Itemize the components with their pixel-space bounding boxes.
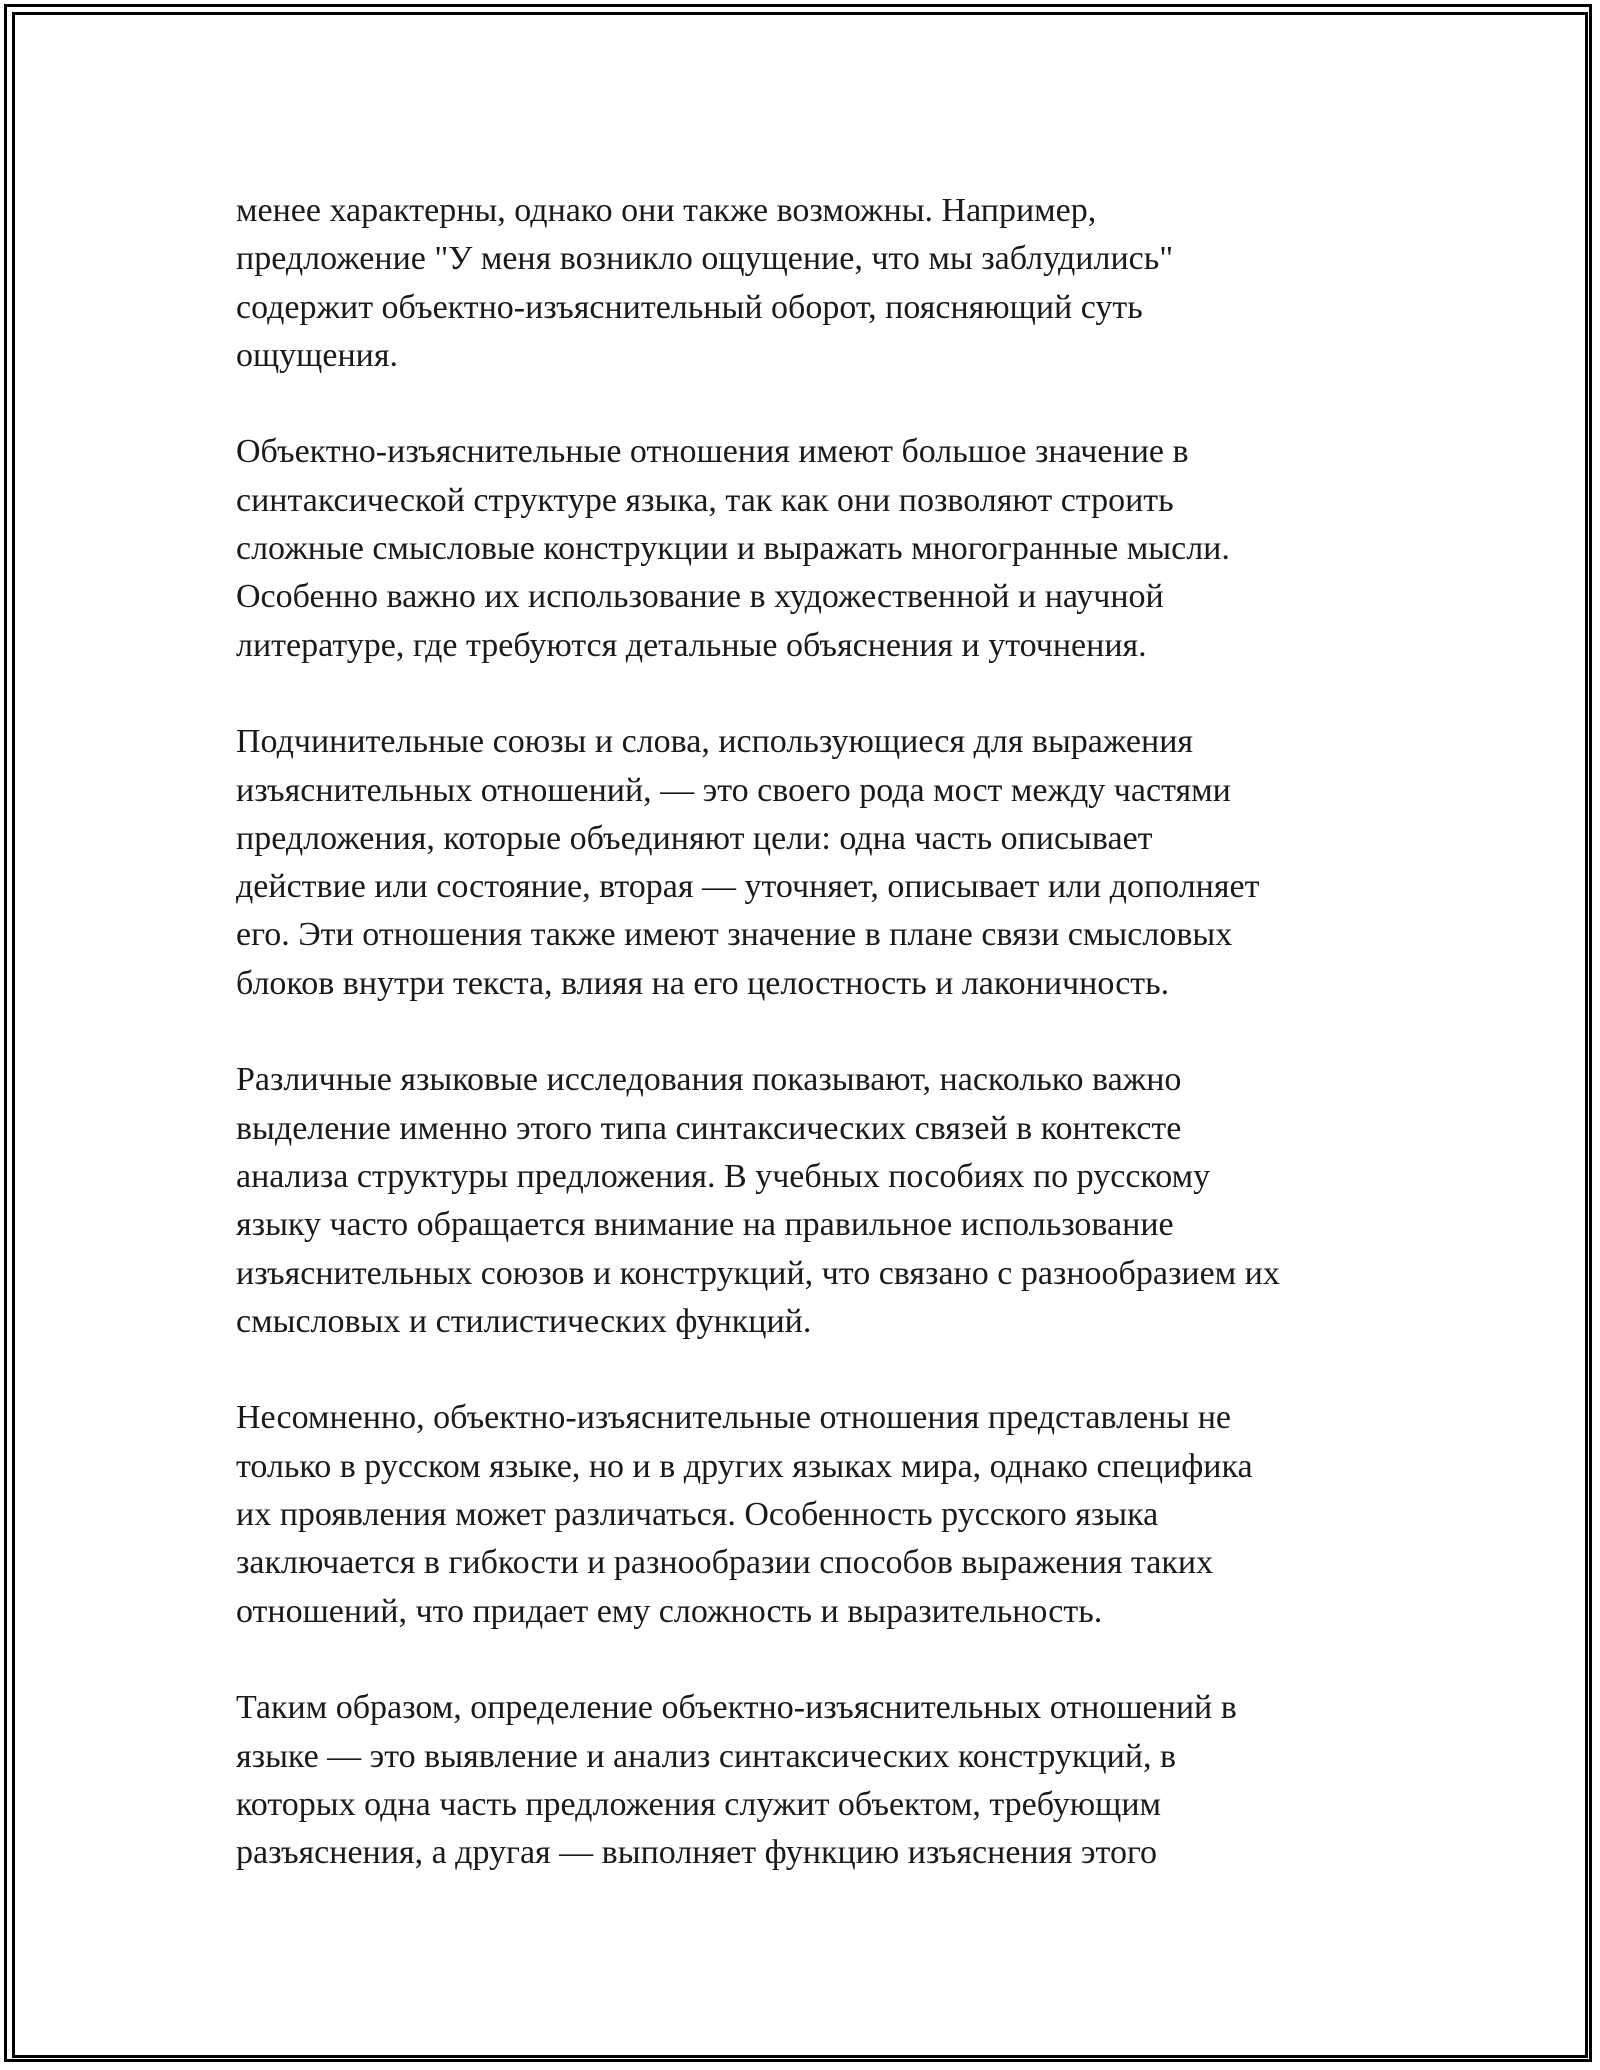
text-line: языке — это выявление и анализ синтаксических конструкций, в [236,1737,1177,1775]
text-line: заключается в гибкости и разнообразии способов выражения таких [236,1544,1214,1582]
text-line: их проявления может различаться. Особенность русского языка [236,1496,1159,1534]
text-line: выделение именно этого типа синтаксических связей в контексте [236,1109,1182,1147]
text-line: предложения, которые объединяют цели: одна часть описывает [236,819,1153,857]
text-line: блоков внутри текста, влияя на его целостность и лаконичность. [236,964,1170,1002]
text-line: действие или состояние, вторая — уточняет, описывает или дополняет [236,868,1260,906]
text-line: изъяснительных отношений, — это своего рода мост между частями [236,771,1231,809]
text-line: сложные смысловые конструкции и выражать многогранные мысли. [236,530,1230,568]
text-line: предложение "У меня возникло ощущение, что мы заблудились" [236,240,1174,278]
text-line: Особенно важно их использование в художественной и научной [236,578,1164,616]
paragraph-2 [236,428,1406,669]
text-line: ощущения. [236,336,398,374]
text-line: отношений, что придает ему сложность и выразительность. [236,1592,1103,1630]
paragraph-4 [236,1056,1406,1346]
document-body [236,187,1406,1926]
text-line: Различные языковые исследования показывают, насколько важно [236,1061,1182,1099]
text-line: синтаксической структуре языка, так как они позволяют строить [236,481,1174,519]
text-line: которых одна часть предложения служит объектом, требующим [236,1785,1162,1823]
text-line: Подчинительные союзы и слова, использующиеся для выражения [236,723,1194,761]
paragraph-3 [236,718,1406,1008]
text-line: литературе, где требуются детальные объяснения и уточнения. [236,626,1147,664]
text-line: содержит объектно-изъяснительный оборот, поясняющий суть [236,288,1143,326]
text-line: изъяснительных союзов и конструкций, что связано с разнообразием их [236,1254,1280,1292]
paragraph-6 [236,1684,1406,1877]
text-line: смысловых и стилистических функций. [236,1302,812,1340]
text-line: Несомненно, объектно-изъяснительные отношения представлены не [236,1399,1231,1437]
text-line: Таким образом, определение объектно-изъяснительных отношений в [236,1689,1237,1727]
text-line: языку часто обращается внимание на правильное использование [236,1206,1174,1244]
text-line: менее характерны, однако они также возможны. Например, [236,192,1097,229]
text-line: анализа структуры предложения. В учебных пособиях по русскому [236,1157,1211,1195]
text-line: Объектно-изъяснительные отношения имеют большое значение в [236,433,1189,471]
paragraph-1 [236,187,1406,380]
paragraph-5 [236,1394,1406,1635]
text-line: только в русском языке, но и в других языках мира, однако специфика [236,1447,1253,1485]
text-line: его. Эти отношения также имеют значение в плане связи смысловых [236,916,1233,954]
text-line: разъяснения, а другая — выполняет функцию изъяснения этого [236,1834,1158,1872]
